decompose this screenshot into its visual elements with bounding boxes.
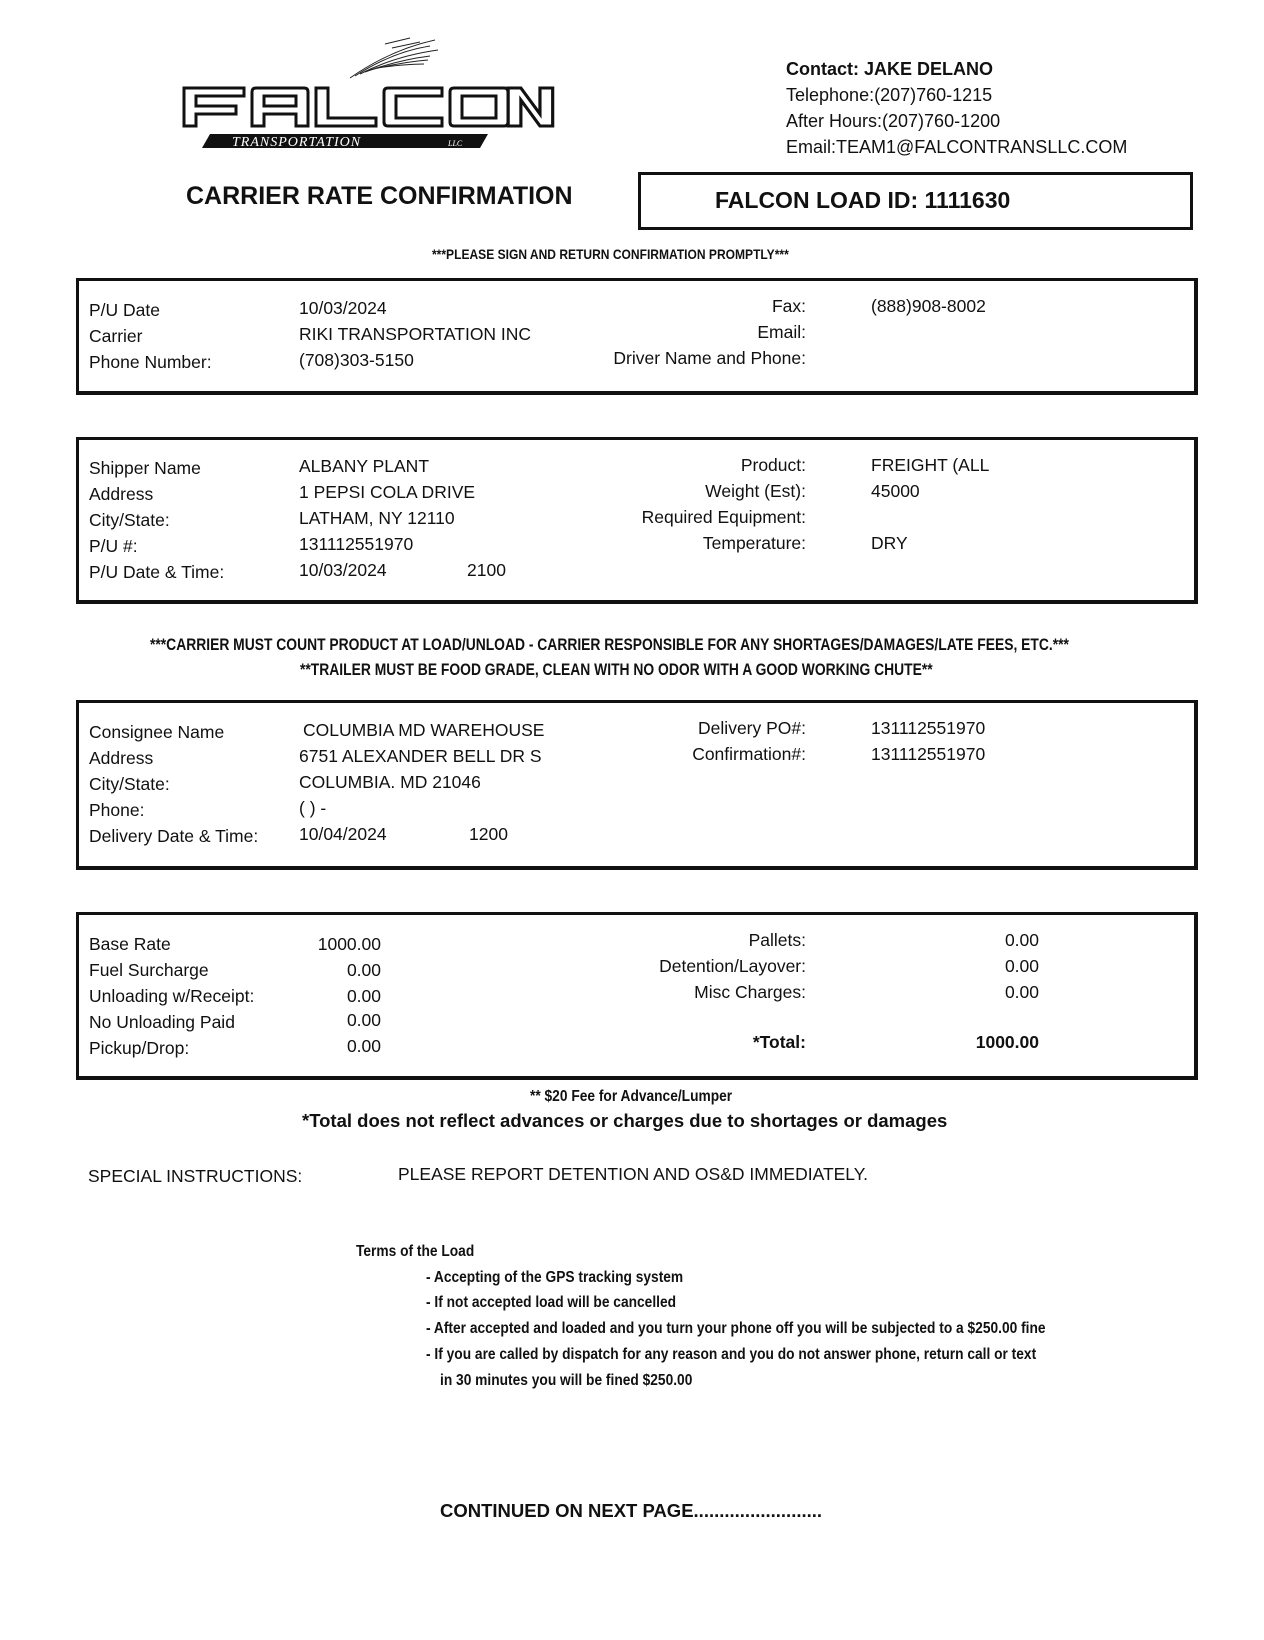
carrier-value: RIKI TRANSPORTATION INC (299, 324, 532, 344)
base-rate-value: 1000.00 (317, 934, 381, 954)
terms-item: in 30 minutes you will be fined $250.00 (440, 1372, 693, 1389)
carrier-label: Carrier (89, 326, 143, 346)
contact-after-hours: After Hours:(207)760-1200 (786, 111, 1001, 131)
unloading-receipt-label: Unloading w/Receipt: (89, 986, 255, 1006)
trailer-warning: **TRAILER MUST BE FOOD GRADE, CLEAN WITH NO ODOR WITH A GOOD WORKING CHUTE** (300, 661, 933, 679)
page-title: CARRIER RATE CONFIRMATION (186, 182, 573, 210)
no-unloading-value: 0.00 (346, 1010, 381, 1030)
total-label: *Total: (752, 1032, 806, 1052)
shipper-section (76, 437, 1198, 604)
pu-date-label: P/U Date (89, 300, 160, 320)
svg-text:TRANSPORTATION: TRANSPORTATION (232, 135, 362, 150)
fax-label: Fax: (771, 296, 806, 316)
sign-notice: ***PLEASE SIGN AND RETURN CONFIRMATION PROMPTLY*** (432, 246, 789, 262)
falcon-logo-graphic (180, 30, 560, 160)
terms-item: - Accepting of the GPS tracking system (426, 1269, 684, 1286)
shipper-address-label: Address (89, 484, 154, 504)
pu-datetime-label: P/U Date & Time: (89, 562, 225, 582)
detention-label: Detention/Layover: (659, 956, 806, 976)
falcon-logo (180, 30, 560, 160)
weight-label: Weight (Est): (705, 481, 806, 501)
confirmation-value: 131112551970 (871, 744, 986, 764)
pu-time-value: 2100 (467, 560, 506, 580)
shipper-city-value: LATHAM, NY 12110 (299, 508, 455, 528)
total-value: 1000.00 (975, 1032, 1039, 1052)
consignee-address-value: 6751 ALEXANDER BELL DR S (299, 746, 542, 766)
consignee-name-label: Consignee Name (89, 722, 225, 742)
pu-number-label: P/U #: (89, 536, 138, 556)
unloading-receipt-value: 0.00 (346, 986, 381, 1006)
terms-item: - After accepted and loaded and you turn your phone off you will be subjected to a $250.00 fine (426, 1320, 1046, 1337)
svg-text:LLC: LLC (448, 139, 463, 148)
pallets-value: 0.00 (1004, 930, 1039, 950)
contact-email: Email:TEAM1@FALCONTRANSLLC.COM (786, 137, 1128, 157)
delivery-time-value: 1200 (469, 824, 508, 844)
terms-item: - If you are called by dispatch for any reason and you do not answer phone, return call or text (426, 1346, 1037, 1363)
load-id: FALCON LOAD ID: 1111630 (715, 187, 1011, 213)
contact-name: Contact: JAKE DELANO (786, 59, 994, 79)
terms-heading: Terms of the Load (356, 1243, 475, 1260)
shipper-name-label: Shipper Name (89, 458, 201, 478)
no-unloading-label: No Unloading Paid (89, 1012, 235, 1032)
contact-block (786, 56, 1127, 160)
carrier-count-warning: ***CARRIER MUST COUNT PRODUCT AT LOAD/UNLOAD - CARRIER RESPONSIBLE FOR ANY SHORTAGES/DAMAGES/LATE FEES, ETC.*** (150, 636, 1069, 654)
base-rate-label: Base Rate (89, 934, 171, 954)
fuel-surcharge-label: Fuel Surcharge (89, 960, 209, 980)
weight-value: 45000 (871, 481, 920, 501)
pickup-drop-label: Pickup/Drop: (89, 1038, 190, 1058)
consignee-address-label: Address (89, 748, 154, 768)
phone-value: (708)303-5150 (299, 350, 414, 370)
delivery-po-value: 131112551970 (871, 718, 986, 738)
pallets-label: Pallets: (748, 930, 806, 950)
load-id-box (638, 172, 1193, 230)
pickup-drop-value: 0.00 (346, 1036, 381, 1056)
fuel-surcharge-value: 0.00 (346, 960, 381, 980)
pu-date-value: 10/03/2024 (299, 560, 387, 580)
product-value: FREIGHT (ALL (871, 455, 990, 475)
temperature-label: Temperature: (702, 533, 806, 553)
delivery-po-label: Delivery PO#: (698, 718, 806, 738)
detention-value: 0.00 (1004, 956, 1039, 976)
fax-value: (888)908-8002 (871, 296, 986, 316)
shipper-address-value: 1 PEPSI COLA DRIVE (299, 482, 476, 502)
consignee-city-value: COLUMBIA. MD 21046 (299, 772, 481, 792)
temperature-value: DRY (871, 533, 908, 553)
carrier-section (76, 278, 1198, 395)
driver-label: Driver Name and Phone: (613, 348, 806, 368)
consignee-name-value: COLUMBIA MD WAREHOUSE (303, 720, 545, 740)
delivery-datetime-label: Delivery Date & Time: (89, 826, 259, 846)
continued-note: CONTINUED ON NEXT PAGE......................... (440, 1500, 823, 1521)
fee-note: ** $20 Fee for Advance/Lumper (530, 1088, 733, 1105)
misc-charges-label: Misc Charges: (694, 982, 806, 1002)
pu-number-value: 131112551970 (299, 534, 414, 554)
consignee-phone-value: ( ) - (299, 798, 327, 818)
shipper-name-value: ALBANY PLANT (299, 456, 430, 476)
phone-label: Phone Number: (89, 352, 212, 372)
terms-item: - If not accepted load will be cancelled (426, 1294, 677, 1311)
confirmation-label: Confirmation#: (692, 744, 806, 764)
total-disclaimer: *Total does not reflect advances or charges due to shortages or damages (302, 1110, 948, 1131)
equipment-label: Required Equipment: (641, 507, 806, 527)
contact-telephone: Telephone:(207)760-1215 (786, 85, 993, 105)
consignee-city-label: City/State: (89, 774, 170, 794)
delivery-date-value: 10/04/2024 (299, 824, 387, 844)
consignee-phone-label: Phone: (89, 800, 145, 820)
email-label: Email: (757, 322, 806, 342)
product-label: Product: (740, 455, 806, 475)
pu-date-value: 10/03/2024 (299, 298, 387, 318)
shipper-city-label: City/State: (89, 510, 170, 530)
misc-charges-value: 0.00 (1004, 982, 1039, 1002)
special-instructions-label: SPECIAL INSTRUCTIONS: (88, 1166, 303, 1186)
consignee-section (76, 700, 1198, 870)
special-instructions-text: PLEASE REPORT DETENTION AND OS&D IMMEDIATELY. (398, 1164, 869, 1184)
rates-section (76, 912, 1198, 1080)
